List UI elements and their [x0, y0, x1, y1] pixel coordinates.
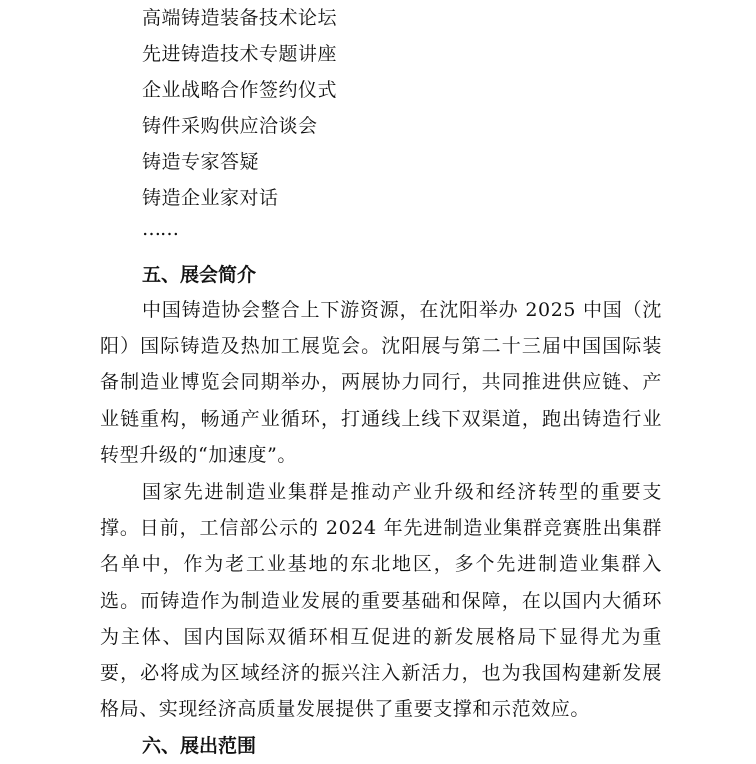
- activity-list: [142, 0, 337, 216]
- section-heading-exhibition-scope: 六、展出范围: [142, 735, 257, 757]
- paragraph: 国家先进制造业集群是推动产业升级和经济转型的重要支撑。日前，工信部公示的 2024 年先进制造业集群竞赛胜出集群名单中，作为老工业基地的东北地区，多个先进制造业集群入选。而铸造作为制造业发展的重要基础和保障，在以国内大循环为主体、国内国际双循环相互促进的新发展格局下显得尤为重要，必将成为区域经济的振兴注入新活力，也为我国构建新发展格局、实现经济高质量发展提供了重要支撑和示范效应。: [100, 481, 662, 721]
- list-item: 铸造企业家对话: [142, 187, 279, 209]
- list-item: 先进铸造技术专题讲座: [142, 43, 338, 65]
- list-item: 铸件采购供应洽谈会: [142, 115, 318, 137]
- paragraph: 中国铸造协会整合上下游资源，在沈阳举办 2025 中国（沈阳）国际铸造及热加工展览会。沈阳展与第二十三届中国国际装备制造业博览会同期举办，两展协力同行，共同推进供应链、产业链重构，畅通产业循环，打通线上线下双渠道，跑出铸造行业转型升级的“加速度”。: [100, 299, 662, 466]
- list-ellipsis: ……: [142, 218, 178, 240]
- list-item: 铸造专家答疑: [142, 151, 260, 173]
- list-item: 高端铸造装备技术论坛: [142, 7, 338, 29]
- section-heading-exhibition-intro: 五、展会简介: [142, 264, 257, 286]
- list-item: 企业战略合作签约仪式: [142, 79, 338, 101]
